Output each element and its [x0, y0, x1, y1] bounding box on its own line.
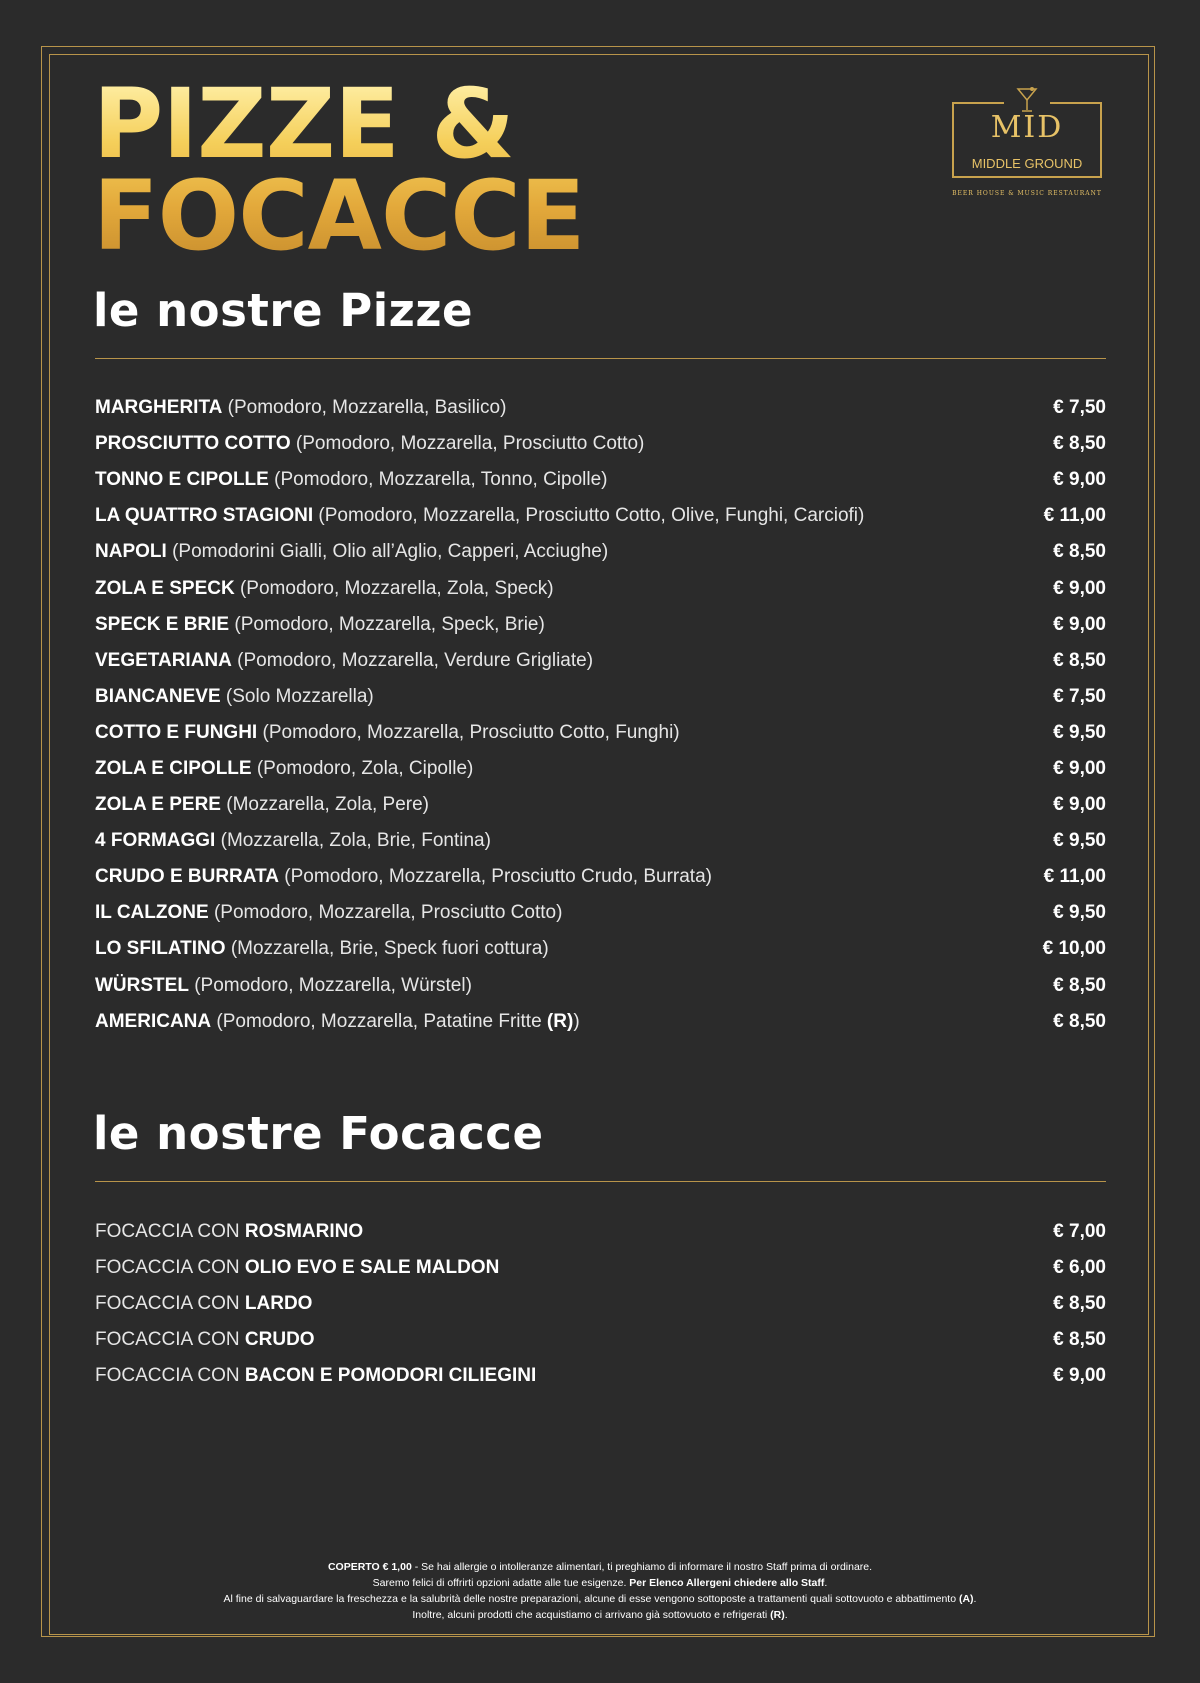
pizza-price: € 8,50	[1053, 1010, 1106, 1032]
options-notice: Saremo felici di offrirti opzioni adatte alle tue esigenze.	[372, 1577, 630, 1589]
pizza-price: € 9,50	[1053, 830, 1106, 852]
footer-line-3	[100, 1591, 1100, 1607]
pizza-ingredients	[231, 938, 549, 959]
vacuum-notice: Inoltre, alcuni prodotti che acquistiamo ci arrivano già sottovuoto e refrigerati	[412, 1609, 771, 1621]
pizza-ingredients	[263, 722, 680, 743]
focaccia-text	[95, 1365, 536, 1387]
pizza-price: € 10,00	[1042, 938, 1106, 960]
pizza-price: € 9,00	[1053, 469, 1106, 491]
pizza-item	[95, 859, 1106, 895]
pizza-price: € 8,50	[1053, 433, 1106, 455]
pizza-name: SPECK E BRIE	[95, 613, 230, 635]
pizza-text	[95, 397, 506, 419]
pizza-ingredients	[194, 975, 472, 996]
pizza-ingredients-text: (Pomodoro, Mozzarella, Prosciutto Cotto, Funghi)	[262, 721, 680, 743]
pizza-item	[95, 390, 1106, 426]
logo-name: MIDDLE GROUND	[971, 156, 1083, 171]
logo-mark: MID	[990, 110, 1064, 145]
pizza-ingredients-text: (Pomodoro, Zola, Cipolle)	[256, 757, 474, 779]
pizza-text	[95, 1011, 580, 1033]
refrigerated-mark: (R)	[770, 1609, 785, 1621]
focaccia-price: € 8,50	[1053, 1329, 1106, 1351]
pizza-ingredients-text: (Mozzarella, Zola, Pere)	[226, 794, 429, 816]
pizza-ingredients-end: )	[573, 1010, 580, 1032]
pizza-ingredients	[216, 1011, 579, 1032]
pizza-name: NAPOLI	[95, 541, 167, 563]
pizza-ingredients-text: (Mozzarella, Zola, Brie, Fontina)	[220, 830, 491, 852]
pizza-ingredients-text: (Pomodoro, Mozzarella, Prosciutto Crudo, Burrata)	[284, 866, 712, 888]
pizza-ingredients-text: (Pomodoro, Mozzarella, Zola, Speck)	[239, 577, 554, 599]
pizza-item	[95, 968, 1106, 1004]
menu-title-line-2: FOCACCE	[93, 160, 585, 272]
focaccia-text	[95, 1221, 363, 1243]
pizza-price: € 9,00	[1053, 794, 1106, 816]
pizza-text	[95, 758, 473, 780]
pizza-name: ZOLA E CIPOLLE	[95, 757, 252, 779]
pizza-ingredients-text: (Pomodoro, Mozzarella, Speck, Brie)	[234, 613, 545, 635]
pizza-text	[95, 469, 608, 491]
footer-punct: .	[973, 1593, 977, 1605]
focacce-divider	[95, 1181, 1106, 1182]
pizza-price: € 9,50	[1053, 721, 1106, 743]
pizza-ingredients	[221, 830, 491, 851]
focaccia-text	[95, 1257, 499, 1279]
pizza-text	[95, 541, 608, 563]
allergy-notice: - Se hai allergie o intolleranze alimentari, ti preghiamo di informare il nostro Staff prima di ordinare.	[411, 1561, 873, 1573]
pizza-price: € 9,00	[1053, 613, 1106, 635]
focaccia-item	[95, 1358, 1106, 1394]
focaccia-item	[95, 1322, 1106, 1358]
pizza-price: € 9,00	[1053, 757, 1106, 779]
pizza-allergen-mark: (R)	[546, 1010, 574, 1032]
pizza-ingredients	[214, 902, 562, 923]
pizza-item	[95, 895, 1106, 931]
pizza-item	[95, 462, 1106, 498]
focaccia-text	[95, 1329, 315, 1351]
pizza-ingredients-text: (Pomodoro, Mozzarella, Prosciutto Cotto)	[213, 902, 563, 924]
pizza-item	[95, 607, 1106, 643]
pizza-price: € 7,50	[1053, 397, 1106, 419]
pizza-name: WÜRSTEL	[95, 974, 189, 996]
pizza-price: € 11,00	[1043, 866, 1106, 888]
pizza-item	[95, 498, 1106, 534]
pizza-text	[95, 938, 549, 960]
allergen-list-notice: Per Elenco Allergeni chiedere allo Staff	[629, 1577, 825, 1589]
pizza-name: LO SFILATINO	[95, 938, 226, 960]
cover-charge: COPERTO € 1,00	[327, 1561, 412, 1573]
focaccia-name: ROSMARINO	[244, 1221, 364, 1243]
footer-punct: .	[824, 1577, 828, 1589]
pizza-name: COTTO E FUNGHI	[95, 721, 258, 743]
pizza-ingredients-text: (Pomodoro, Mozzarella, Tonno, Cipolle)	[274, 469, 608, 491]
focaccia-prefix: FOCACCIA CON	[95, 1257, 240, 1279]
pizza-text	[95, 650, 593, 672]
pizza-ingredients-text: (Pomodoro, Mozzarella, Prosciutto Cotto, Olive, Funghi, Carciofi)	[318, 505, 865, 527]
pizza-name: ZOLA E SPECK	[95, 577, 235, 599]
focaccia-prefix: FOCACCIA CON	[95, 1293, 240, 1315]
pizza-ingredients-text: (Pomodoro, Mozzarella, Prosciutto Cotto)	[295, 433, 645, 455]
focacce-heading: le nostre Focacce	[93, 1107, 544, 1160]
logo-tagline: BEER HOUSE & MUSIC RESTAURANT	[952, 190, 1102, 197]
focaccia-price: € 6,00	[1053, 1257, 1106, 1279]
pizza-text	[95, 866, 712, 888]
pizza-ingredients	[296, 433, 644, 454]
pizza-ingredients-text: (Pomodoro, Mozzarella, Würstel)	[194, 974, 472, 996]
focaccia-prefix: FOCACCIA CON	[95, 1329, 240, 1351]
pizza-ingredients	[318, 505, 864, 526]
pizza-item	[95, 715, 1106, 751]
pizza-text	[95, 830, 491, 852]
pizza-ingredients	[226, 686, 374, 707]
pizza-ingredients	[237, 650, 593, 671]
restaurant-logo	[950, 86, 1106, 206]
pizza-name: IL CALZONE	[95, 902, 209, 924]
pizza-ingredients-text: (Pomodoro, Mozzarella, Patatine Fritte	[216, 1010, 542, 1032]
focaccia-list	[95, 1214, 1106, 1394]
pizza-item	[95, 1004, 1106, 1040]
pizza-ingredients-text: (Pomodorini Gialli, Olio all’Aglio, Capperi, Acciughe)	[172, 541, 609, 563]
pizza-ingredients	[257, 758, 473, 779]
pizza-ingredients	[284, 866, 712, 887]
footer-notes	[100, 1559, 1100, 1623]
pizza-item	[95, 534, 1106, 570]
pizza-item	[95, 787, 1106, 823]
pizza-item	[95, 643, 1106, 679]
pizze-divider	[95, 358, 1106, 359]
pizza-item	[95, 751, 1106, 787]
focaccia-name: OLIO EVO E SALE MALDON	[244, 1257, 500, 1279]
pizza-name: 4 FORMAGGI	[95, 830, 216, 852]
pizze-heading: le nostre Pizze	[93, 284, 474, 337]
pizza-text	[95, 975, 472, 997]
pizza-list	[95, 390, 1106, 1040]
pizza-price: € 9,00	[1053, 577, 1106, 599]
pizza-name: PROSCIUTTO COTTO	[95, 433, 291, 455]
pizza-name: LA QUATTRO STAGIONI	[95, 505, 314, 527]
pizza-ingredients	[234, 614, 544, 635]
pizza-name: MARGHERITA	[95, 397, 223, 419]
pizza-ingredients	[172, 541, 608, 562]
pizza-text	[95, 722, 680, 744]
focaccia-price: € 7,00	[1053, 1221, 1106, 1243]
pizza-ingredients	[228, 397, 507, 418]
pizza-name: AMERICANA	[95, 1010, 212, 1032]
focaccia-name: LARDO	[244, 1293, 313, 1315]
pizza-name: TONNO E CIPOLLE	[95, 469, 269, 491]
pizza-text	[95, 686, 374, 708]
focaccia-item	[95, 1286, 1106, 1322]
pizza-text	[95, 614, 545, 636]
focaccia-item	[95, 1214, 1106, 1250]
footer-line-2	[100, 1575, 1100, 1591]
pizza-item	[95, 931, 1106, 967]
pizza-ingredients	[274, 469, 607, 490]
abbattimento-mark: (A)	[958, 1593, 974, 1605]
pizza-text	[95, 794, 429, 816]
pizza-name: CRUDO E BURRATA	[95, 866, 280, 888]
menu-title-line-1: PIZZE &	[93, 68, 515, 180]
freshness-notice: Al fine di salvaguardare la freschezza e la salubrità delle nostre preparazioni, alcune di esse vengono sottoposte a trattamenti quali sottovuoto e abbattimento	[223, 1593, 959, 1605]
pizza-ingredients-text: (Mozzarella, Brie, Speck fuori cottura)	[230, 938, 549, 960]
focaccia-price: € 9,00	[1053, 1365, 1106, 1387]
pizza-price: € 8,50	[1053, 974, 1106, 996]
pizza-price: € 11,00	[1043, 505, 1106, 527]
pizza-text	[95, 578, 554, 600]
footer-line-1	[100, 1559, 1100, 1575]
pizza-ingredients	[226, 794, 429, 815]
focaccia-prefix: FOCACCIA CON	[95, 1365, 240, 1387]
footer-line-4	[100, 1607, 1100, 1623]
pizza-ingredients-text: (Pomodoro, Mozzarella, Basilico)	[227, 397, 507, 419]
focaccia-text	[95, 1293, 312, 1315]
focaccia-item	[95, 1250, 1106, 1286]
pizza-text	[95, 433, 644, 455]
pizza-name: BIANCANEVE	[95, 685, 221, 707]
pizza-item	[95, 426, 1106, 462]
pizza-ingredients	[240, 578, 554, 599]
focaccia-name: CRUDO	[244, 1329, 315, 1351]
pizza-price: € 8,50	[1053, 541, 1106, 563]
focaccia-price: € 8,50	[1053, 1293, 1106, 1315]
pizza-price: € 9,50	[1053, 902, 1106, 924]
pizza-item	[95, 823, 1106, 859]
focaccia-prefix: FOCACCIA CON	[95, 1221, 240, 1243]
pizza-name: VEGETARIANA	[95, 649, 232, 671]
focaccia-name: BACON E POMODORI CILIEGINI	[244, 1365, 537, 1387]
pizza-text	[95, 505, 864, 527]
pizza-text	[95, 902, 562, 924]
footer-punct: .	[784, 1609, 788, 1621]
pizza-price: € 8,50	[1053, 649, 1106, 671]
pizza-item	[95, 570, 1106, 606]
pizza-ingredients-text: (Solo Mozzarella)	[225, 685, 374, 707]
pizza-name: ZOLA E PERE	[95, 794, 221, 816]
pizza-ingredients-text: (Pomodoro, Mozzarella, Verdure Grigliate)	[237, 649, 594, 671]
pizza-item	[95, 679, 1106, 715]
menu-title	[93, 68, 585, 272]
pizza-price: € 7,50	[1053, 685, 1106, 707]
